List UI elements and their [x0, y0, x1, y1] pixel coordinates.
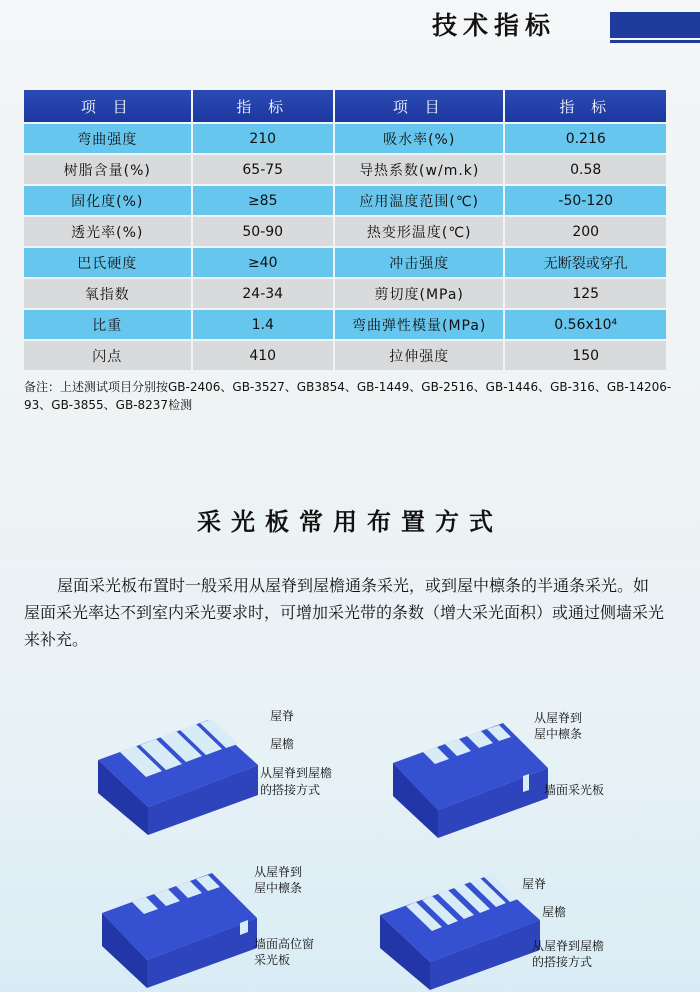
label-high-window: 墙面高位窗: [254, 937, 315, 951]
spec-table: [22, 88, 668, 372]
label-skylight-panel: 采光板: [254, 953, 291, 967]
table-cell: 0.56x10⁴: [505, 310, 666, 339]
table-cell: 50-90: [193, 217, 333, 246]
label-purlin: 屋中檩条: [534, 727, 583, 741]
table-cell: 0.216: [505, 124, 666, 153]
table-cell: 树脂含量(%): [24, 155, 191, 184]
building-diagram-dense-strips: [370, 870, 540, 990]
wall-skylight: [523, 774, 529, 792]
table-cell: 1.4: [193, 310, 333, 339]
label-ridge-to: 从屋脊到: [534, 711, 583, 725]
label-ridge-to: 从屋脊到: [254, 865, 303, 879]
table-row: [24, 155, 666, 184]
table-cell: 导热系数(w/m.k): [335, 155, 504, 184]
table-cell: -50-120: [505, 186, 666, 215]
building-diagram-half-strips-wall: [383, 718, 553, 838]
table-cell: 拉伸强度: [335, 341, 504, 370]
building-diagram-high-window: [92, 868, 262, 988]
table-cell: 剪切度(MPa): [335, 279, 504, 308]
column-header: 指 标: [193, 90, 333, 122]
building-diagram-full-strips: [88, 715, 258, 835]
label-purlin: 屋中檩条: [254, 881, 303, 895]
section-paragraph: 屋面采光板布置时一般采用从屋脊到屋檐通条采光，或到屋中檩条的半通条采光。如屋面采光率达不到室内采光要求时，可增加采光带的条数（增大采光面积）或通过侧墙采光来补充。: [24, 576, 665, 649]
table-cell: 弯曲强度: [24, 124, 191, 153]
column-header: 指 标: [505, 90, 666, 122]
table-row: [24, 248, 666, 277]
label-overlap-2: 的搭接方式: [532, 955, 593, 969]
table-cell: 200: [505, 217, 666, 246]
table-row: [24, 310, 666, 339]
header-accent-line: [610, 40, 700, 43]
table-cell: 冲击强度: [335, 248, 504, 277]
table-cell: 410: [193, 341, 333, 370]
table-cell: 65-75: [193, 155, 333, 184]
table-cell: ≥85: [193, 186, 333, 215]
table-cell: 闪点: [24, 341, 191, 370]
table-cell: ≥40: [193, 248, 333, 277]
table-cell: 巴氏硬度: [24, 248, 191, 277]
label-overlap-2: 的搭接方式: [260, 783, 321, 797]
label-ridge: 屋脊: [522, 877, 547, 891]
table-cell: 210: [193, 124, 333, 153]
section-title: 采光板常用布置方式: [197, 508, 503, 536]
table-cell: 固化度(%): [24, 186, 191, 215]
label-eave: 屋檐: [270, 737, 295, 751]
label-wall-panel: 墙面采光板: [544, 783, 605, 797]
table-cell: 吸水率(%): [335, 124, 504, 153]
table-row: [24, 124, 666, 153]
label-eave: 屋檐: [542, 905, 567, 919]
table-row: [24, 279, 666, 308]
table-cell: 0.58: [505, 155, 666, 184]
label-ridge: 屋脊: [270, 709, 295, 723]
table-cell: 150: [505, 341, 666, 370]
table-cell: 应用温度范围(℃): [335, 186, 504, 215]
label-overlap-1: 从屋脊到屋檐: [532, 939, 605, 953]
table-cell: 24-34: [193, 279, 333, 308]
table-row: [24, 341, 666, 370]
header-title: 技术指标: [432, 11, 557, 40]
table-row: [24, 217, 666, 246]
table-cell: 比重: [24, 310, 191, 339]
table-cell: 125: [505, 279, 666, 308]
table-cell: 热变形温度(℃): [335, 217, 504, 246]
table-cell: 氧指数: [24, 279, 191, 308]
table-cell: 无断裂或穿孔: [505, 248, 666, 277]
column-header: 项 目: [24, 90, 191, 122]
column-header: 项 目: [335, 90, 504, 122]
label-overlap-1: 从屋脊到屋檐: [260, 766, 333, 780]
header-accent-bar: [610, 12, 700, 38]
table-row: [24, 186, 666, 215]
table-cell: 弯曲弹性模量(MPa): [335, 310, 504, 339]
table-cell: 透光率(%): [24, 217, 191, 246]
table-note: 备注：上述测试项目分别按GB-2406、GB-3527、GB3854、GB-1449、GB-2516、GB-1446、GB-316、GB-14206-93、GB-3855、GB-8237检测: [24, 380, 672, 412]
table-header-row: [24, 90, 666, 122]
